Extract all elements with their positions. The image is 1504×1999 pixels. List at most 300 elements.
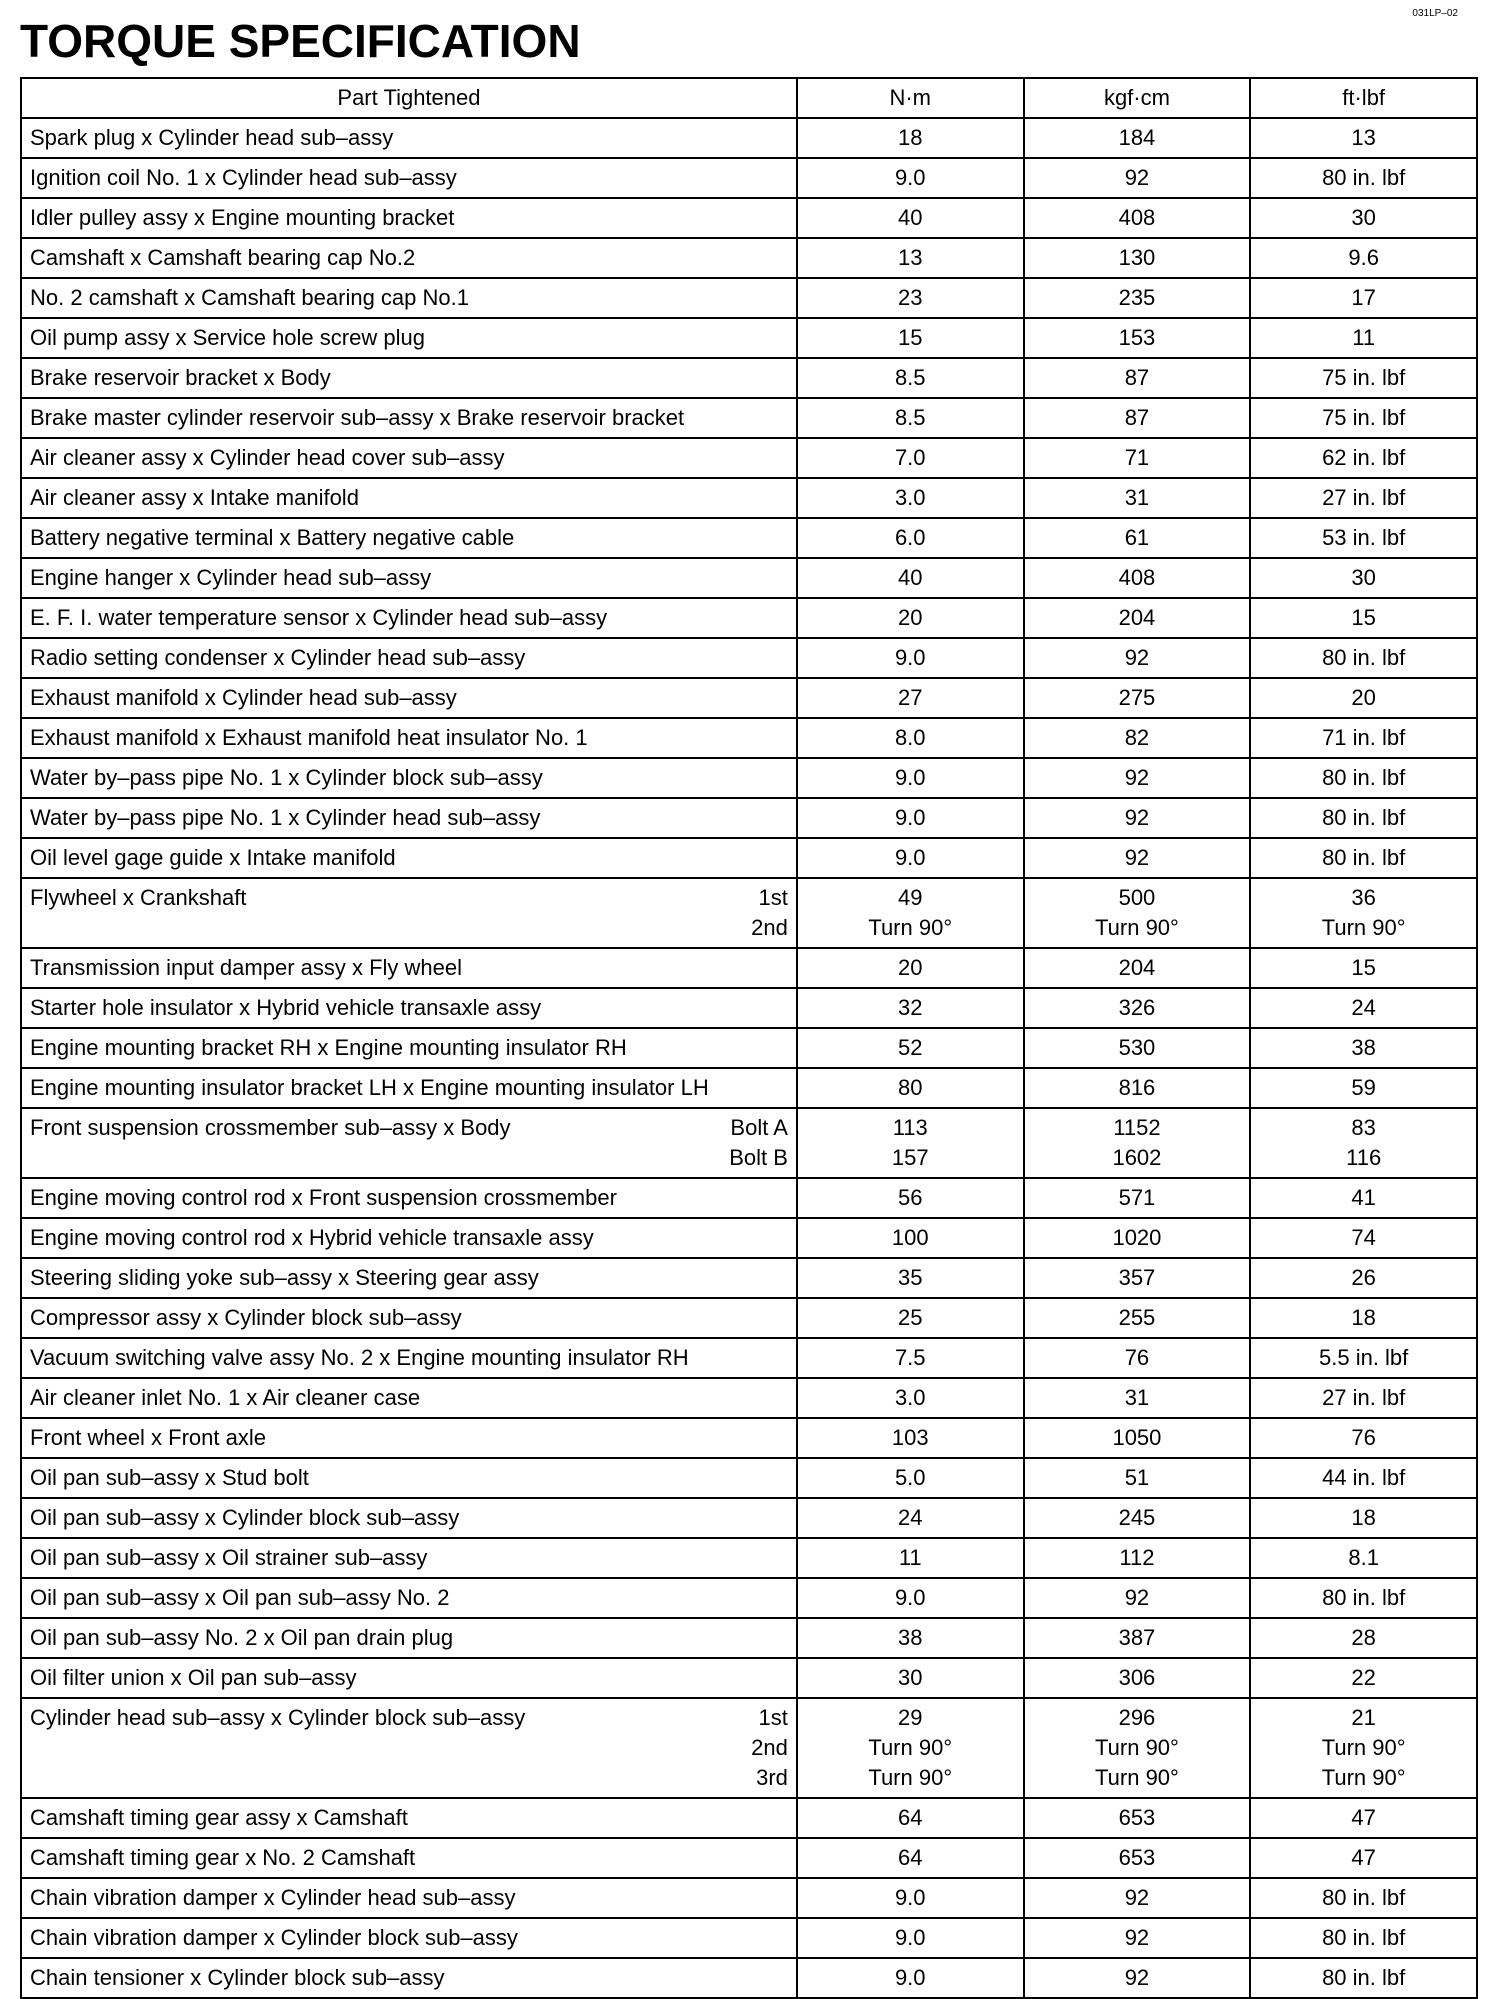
part-name: Chain tensioner x Cylinder block sub–assy xyxy=(30,1965,445,1990)
kgfcm-value: 92 xyxy=(1124,805,1150,830)
header-kgfcm: kgf·cm xyxy=(1024,78,1251,118)
part-cell xyxy=(21,1618,797,1658)
kgfcm-cell xyxy=(1024,1378,1251,1418)
kgfcm-cell xyxy=(1024,948,1251,988)
ftlbf-cell xyxy=(1250,238,1477,278)
part-name: Exhaust manifold x Cylinder head sub–assy xyxy=(30,685,457,710)
nm-value: 23 xyxy=(897,285,923,310)
part-cell xyxy=(21,1498,797,1538)
nm-cell xyxy=(797,1878,1024,1918)
part-cell xyxy=(21,1458,797,1498)
part-cell xyxy=(21,718,797,758)
header-ftlbf: ft·lbf xyxy=(1250,78,1477,118)
ftlbf-value: 20 xyxy=(1351,685,1376,710)
ftlbf-cell xyxy=(1250,398,1477,438)
part-cell xyxy=(21,988,797,1028)
nm-cell xyxy=(797,838,1024,878)
document-code: 031LP–02 xyxy=(1412,8,1458,19)
part-cell xyxy=(21,1418,797,1458)
nm-value: 13 xyxy=(897,245,923,270)
part-name: Steering sliding yoke sub–assy x Steering gear assy xyxy=(30,1265,539,1290)
part-name: Oil pan sub–assy x Oil pan sub–assy No. 2 xyxy=(30,1585,450,1610)
part-cell xyxy=(21,478,797,518)
ftlbf-cell xyxy=(1250,318,1477,358)
part-cell-content xyxy=(30,1883,788,1913)
part-name: Engine mounting bracket RH x Engine mounting insulator RH xyxy=(30,1035,627,1060)
nm-cell xyxy=(797,438,1024,478)
kgfcm-cell xyxy=(1024,198,1251,238)
kgfcm-cell xyxy=(1024,598,1251,638)
table-row xyxy=(21,318,1477,358)
part-name: Camshaft timing gear x No. 2 Camshaft xyxy=(30,1845,416,1870)
part-cell-content xyxy=(30,1583,788,1613)
nm-cell xyxy=(797,398,1024,438)
kgfcm-value: 326 xyxy=(1118,995,1156,1020)
kgfcm-value: 408 xyxy=(1118,565,1156,590)
ftlbf-cell xyxy=(1250,1798,1477,1838)
kgfcm-value: 130 xyxy=(1118,245,1156,270)
ftlbf-value: 44 in. lbf xyxy=(1322,1465,1406,1490)
step-label: Bolt B xyxy=(729,1145,788,1170)
nm-value: 80 xyxy=(897,1075,923,1100)
ftlbf-value: 71 in. lbf xyxy=(1322,725,1406,750)
table-row xyxy=(21,1498,1477,1538)
kgfcm-cell xyxy=(1024,798,1251,838)
kgfcm-cell xyxy=(1024,1878,1251,1918)
ftlbf-value: 80 in. lbf xyxy=(1322,1585,1406,1610)
ftlbf-value: 47 xyxy=(1351,1845,1376,1870)
kgfcm-cell xyxy=(1024,1498,1251,1538)
part-name: Oil filter union x Oil pan sub–assy xyxy=(30,1665,357,1690)
kgfcm-value: 204 xyxy=(1118,605,1156,630)
nm-value: 11 xyxy=(898,1545,922,1570)
ftlbf-value: 17 xyxy=(1351,285,1376,310)
ftlbf-value: 80 in. lbf xyxy=(1322,165,1406,190)
ftlbf-value: 75 in. lbf xyxy=(1322,365,1406,390)
part-name: Oil pan sub–assy x Stud bolt xyxy=(30,1465,309,1490)
nm-value: 113 xyxy=(892,1115,928,1140)
nm-value: 18 xyxy=(897,125,923,150)
header-part: Part Tightened xyxy=(21,78,797,118)
nm-cell xyxy=(797,1068,1024,1108)
table-row xyxy=(21,1958,1477,1998)
nm-value: Turn 90° xyxy=(868,915,953,940)
part-cell-content xyxy=(30,1963,788,1993)
nm-cell xyxy=(797,1838,1024,1878)
table-row xyxy=(21,1878,1477,1918)
part-cell xyxy=(21,1878,797,1918)
nm-value: 40 xyxy=(897,565,923,590)
ftlbf-value: 80 in. lbf xyxy=(1322,1885,1406,1910)
table-row xyxy=(21,1798,1477,1838)
part-name: Oil pan sub–assy No. 2 x Oil pan drain plug xyxy=(30,1625,454,1650)
nm-value: 9.0 xyxy=(894,1885,926,1910)
part-cell xyxy=(21,358,797,398)
kgfcm-cell xyxy=(1024,358,1251,398)
ftlbf-cell xyxy=(1250,1298,1477,1338)
ftlbf-value: 36 xyxy=(1351,885,1376,910)
nm-cell xyxy=(797,478,1024,518)
part-cell xyxy=(21,1298,797,1338)
part-cell xyxy=(21,1958,797,1998)
table-row xyxy=(21,948,1477,988)
part-cell xyxy=(21,1578,797,1618)
step-labels xyxy=(751,883,788,943)
kgfcm-cell xyxy=(1024,478,1251,518)
nm-cell xyxy=(797,558,1024,598)
kgfcm-cell xyxy=(1024,1458,1251,1498)
ftlbf-cell xyxy=(1250,1658,1477,1698)
part-name: Air cleaner inlet No. 1 x Air cleaner case xyxy=(30,1385,421,1410)
nm-cell xyxy=(797,1298,1024,1338)
table-row xyxy=(21,838,1477,878)
nm-value: 38 xyxy=(897,1625,923,1650)
nm-value: 9.0 xyxy=(894,1965,926,1990)
part-name: Exhaust manifold x Exhaust manifold heat insulator No. 1 xyxy=(30,725,588,750)
kgfcm-cell xyxy=(1024,1028,1251,1068)
table-row xyxy=(21,1618,1477,1658)
kgfcm-value: 87 xyxy=(1124,405,1150,430)
part-cell xyxy=(21,238,797,278)
torque-spec-table xyxy=(20,77,1478,1999)
table-row xyxy=(21,358,1477,398)
part-cell xyxy=(21,1538,797,1578)
table-row xyxy=(21,518,1477,558)
part-cell xyxy=(21,1798,797,1838)
nm-value: 9.0 xyxy=(894,165,926,190)
nm-value: 9.0 xyxy=(894,765,926,790)
kgfcm-cell xyxy=(1024,1258,1251,1298)
kgfcm-value: 306 xyxy=(1118,1665,1156,1690)
ftlbf-cell xyxy=(1250,478,1477,518)
part-cell xyxy=(21,198,797,238)
ftlbf-cell xyxy=(1250,758,1477,798)
part-cell xyxy=(21,1068,797,1108)
ftlbf-value: 15 xyxy=(1351,605,1376,630)
part-cell xyxy=(21,838,797,878)
ftlbf-cell xyxy=(1250,438,1477,478)
part-name: Ignition coil No. 1 x Cylinder head sub–assy xyxy=(30,165,457,190)
ftlbf-value: Turn 90° xyxy=(1321,915,1406,940)
kgfcm-cell xyxy=(1024,518,1251,558)
table-row xyxy=(21,1698,1477,1798)
table-row xyxy=(21,638,1477,678)
kgfcm-value: 92 xyxy=(1124,845,1150,870)
kgfcm-cell xyxy=(1024,1108,1251,1178)
kgfcm-value: 816 xyxy=(1118,1075,1156,1100)
nm-value: 32 xyxy=(897,995,923,1020)
ftlbf-value: 28 xyxy=(1351,1625,1376,1650)
ftlbf-value: 21 xyxy=(1351,1705,1376,1730)
nm-value: 64 xyxy=(897,1845,923,1870)
part-name: Oil pan sub–assy x Cylinder block sub–assy xyxy=(30,1505,460,1530)
kgfcm-cell xyxy=(1024,438,1251,478)
nm-cell xyxy=(797,158,1024,198)
ftlbf-cell xyxy=(1250,798,1477,838)
ftlbf-cell xyxy=(1250,1258,1477,1298)
kgfcm-cell xyxy=(1024,1698,1251,1798)
ftlbf-value: 41 xyxy=(1351,1185,1376,1210)
table-row xyxy=(21,1108,1477,1178)
part-name: Spark plug x Cylinder head sub–assy xyxy=(30,125,394,150)
part-cell xyxy=(21,118,797,158)
ftlbf-cell xyxy=(1250,1618,1477,1658)
ftlbf-cell xyxy=(1250,1458,1477,1498)
kgfcm-value: 1020 xyxy=(1112,1225,1162,1250)
part-cell-content xyxy=(30,1663,788,1693)
nm-value: Turn 90° xyxy=(868,1735,953,1760)
ftlbf-value: 8.1 xyxy=(1348,1545,1379,1570)
nm-cell xyxy=(797,1918,1024,1958)
nm-cell xyxy=(797,1578,1024,1618)
kgfcm-value: 92 xyxy=(1124,1585,1150,1610)
part-cell-content xyxy=(30,163,788,193)
part-name: Engine moving control rod x Hybrid vehicle transaxle assy xyxy=(30,1225,594,1250)
part-cell xyxy=(21,558,797,598)
ftlbf-value: 11 xyxy=(1352,325,1376,350)
table-row xyxy=(21,798,1477,838)
ftlbf-value: 38 xyxy=(1351,1035,1376,1060)
kgfcm-cell xyxy=(1024,1178,1251,1218)
ftlbf-value: 75 in. lbf xyxy=(1322,405,1406,430)
part-cell-content xyxy=(30,1423,788,1453)
ftlbf-value: 24 xyxy=(1351,995,1376,1020)
part-cell-content xyxy=(30,1033,788,1063)
ftlbf-cell xyxy=(1250,1578,1477,1618)
kgfcm-value: 153 xyxy=(1118,325,1156,350)
nm-value: 52 xyxy=(897,1035,923,1060)
table-row xyxy=(21,238,1477,278)
part-name: Camshaft timing gear assy x Camshaft xyxy=(30,1805,408,1830)
ftlbf-value: 15 xyxy=(1351,955,1376,980)
ftlbf-value: 18 xyxy=(1351,1305,1376,1330)
kgfcm-cell xyxy=(1024,1538,1251,1578)
kgfcm-value: 296 xyxy=(1118,1705,1156,1730)
table-row xyxy=(21,598,1477,638)
table-row xyxy=(21,478,1477,518)
ftlbf-cell xyxy=(1250,1838,1477,1878)
part-name: Engine hanger x Cylinder head sub–assy xyxy=(30,565,432,590)
kgfcm-cell xyxy=(1024,718,1251,758)
table-row xyxy=(21,1838,1477,1878)
part-name: Air cleaner assy x Intake manifold xyxy=(30,485,359,510)
nm-value: 9.0 xyxy=(894,1585,926,1610)
nm-cell xyxy=(797,358,1024,398)
table-row xyxy=(21,678,1477,718)
part-name: Chain vibration damper x Cylinder block sub–assy xyxy=(30,1925,518,1950)
part-cell-content xyxy=(30,763,788,793)
part-cell xyxy=(21,1258,797,1298)
nm-cell xyxy=(797,718,1024,758)
nm-value: 3.0 xyxy=(894,1385,926,1410)
nm-cell xyxy=(797,878,1024,948)
kgfcm-value: 92 xyxy=(1124,1885,1150,1910)
nm-value: 100 xyxy=(891,1225,929,1250)
ftlbf-cell xyxy=(1250,638,1477,678)
nm-cell xyxy=(797,198,1024,238)
part-cell-content xyxy=(30,1383,788,1413)
kgfcm-value: 92 xyxy=(1124,1965,1150,1990)
table-row xyxy=(21,1378,1477,1418)
part-cell-content xyxy=(30,1073,788,1103)
part-cell-content xyxy=(30,1803,788,1833)
part-name: Front suspension crossmember sub–assy x Body xyxy=(30,1115,511,1140)
part-cell-content xyxy=(30,403,788,433)
nm-cell xyxy=(797,1798,1024,1838)
nm-cell xyxy=(797,318,1024,358)
ftlbf-cell xyxy=(1250,878,1477,948)
part-name: Oil pan sub–assy x Oil strainer sub–assy xyxy=(30,1545,428,1570)
kgfcm-value: 92 xyxy=(1124,765,1150,790)
ftlbf-value: 27 in. lbf xyxy=(1322,1385,1406,1410)
nm-cell xyxy=(797,1458,1024,1498)
ftlbf-cell xyxy=(1250,1538,1477,1578)
kgfcm-cell xyxy=(1024,1838,1251,1878)
step-label: 1st xyxy=(758,885,788,910)
ftlbf-value: 74 xyxy=(1351,1225,1376,1250)
ftlbf-cell xyxy=(1250,1698,1477,1798)
part-cell-content xyxy=(30,1343,788,1373)
ftlbf-cell xyxy=(1250,678,1477,718)
nm-cell xyxy=(797,598,1024,638)
ftlbf-cell xyxy=(1250,948,1477,988)
part-cell-content xyxy=(30,1623,788,1653)
kgfcm-cell xyxy=(1024,1338,1251,1378)
ftlbf-cell xyxy=(1250,358,1477,398)
kgfcm-cell xyxy=(1024,838,1251,878)
nm-value: 64 xyxy=(897,1805,923,1830)
ftlbf-cell xyxy=(1250,198,1477,238)
part-cell-content xyxy=(30,993,788,1023)
table-row xyxy=(21,1178,1477,1218)
kgfcm-cell xyxy=(1024,988,1251,1028)
nm-cell xyxy=(797,118,1024,158)
kgfcm-cell xyxy=(1024,878,1251,948)
kgfcm-cell xyxy=(1024,238,1251,278)
part-cell xyxy=(21,318,797,358)
part-cell xyxy=(21,1698,797,1798)
kgfcm-cell xyxy=(1024,758,1251,798)
nm-cell xyxy=(797,1658,1024,1698)
ftlbf-cell xyxy=(1250,518,1477,558)
ftlbf-cell xyxy=(1250,118,1477,158)
part-cell xyxy=(21,598,797,638)
ftlbf-cell xyxy=(1250,1378,1477,1418)
nm-cell xyxy=(797,988,1024,1028)
part-cell-content xyxy=(30,123,788,153)
nm-value: 9.0 xyxy=(894,645,926,670)
part-cell xyxy=(21,948,797,988)
table-row xyxy=(21,1458,1477,1498)
step-labels xyxy=(729,1113,788,1173)
nm-value: 40 xyxy=(897,205,923,230)
table-row xyxy=(21,1338,1477,1378)
ftlbf-value: 13 xyxy=(1351,125,1376,150)
table-row xyxy=(21,718,1477,758)
part-cell xyxy=(21,878,797,948)
ftlbf-cell xyxy=(1250,718,1477,758)
kgfcm-value: 653 xyxy=(1118,1805,1156,1830)
nm-value: 8.0 xyxy=(894,725,926,750)
ftlbf-value: 59 xyxy=(1351,1075,1376,1100)
part-name: Brake reservoir bracket x Body xyxy=(30,365,331,390)
ftlbf-value: 80 in. lbf xyxy=(1322,645,1406,670)
nm-value: 24 xyxy=(897,1505,923,1530)
kgfcm-value: 1152 xyxy=(1113,1115,1161,1140)
ftlbf-value: 83 xyxy=(1351,1115,1376,1140)
ftlbf-value: 18 xyxy=(1351,1505,1376,1530)
kgfcm-value: 31 xyxy=(1124,485,1150,510)
part-cell-content xyxy=(30,443,788,473)
kgfcm-cell xyxy=(1024,558,1251,598)
part-name: Camshaft x Camshaft bearing cap No.2 xyxy=(30,245,416,270)
part-name: Engine moving control rod x Front suspension crossmember xyxy=(30,1185,617,1210)
kgfcm-cell xyxy=(1024,1218,1251,1258)
part-name: Flywheel x Crankshaft xyxy=(30,885,247,910)
table-row xyxy=(21,1578,1477,1618)
part-cell xyxy=(21,798,797,838)
part-cell-content xyxy=(30,723,788,753)
part-cell xyxy=(21,1028,797,1068)
part-cell xyxy=(21,638,797,678)
table-body xyxy=(21,118,1477,1998)
nm-value: 8.5 xyxy=(894,405,926,430)
part-cell-content xyxy=(30,523,788,553)
kgfcm-value: 275 xyxy=(1118,685,1156,710)
nm-cell xyxy=(797,1338,1024,1378)
table-row xyxy=(21,1538,1477,1578)
kgfcm-cell xyxy=(1024,1068,1251,1108)
nm-value: 7.0 xyxy=(894,445,926,470)
kgfcm-cell xyxy=(1024,118,1251,158)
nm-value: 9.0 xyxy=(894,1925,926,1950)
kgfcm-cell xyxy=(1024,1958,1251,1998)
kgfcm-cell xyxy=(1024,1418,1251,1458)
part-cell-content xyxy=(30,283,788,313)
kgfcm-value: 87 xyxy=(1124,365,1150,390)
ftlbf-value: 9.6 xyxy=(1348,245,1379,270)
nm-value: 27 xyxy=(897,685,923,710)
nm-value: 30 xyxy=(897,1665,923,1690)
ftlbf-cell xyxy=(1250,1418,1477,1458)
part-name: Cylinder head sub–assy x Cylinder block sub–assy xyxy=(30,1705,526,1730)
kgfcm-value: 51 xyxy=(1124,1465,1150,1490)
part-cell-content xyxy=(30,1303,788,1333)
kgfcm-value: 76 xyxy=(1124,1345,1150,1370)
nm-cell xyxy=(797,798,1024,838)
nm-value: Turn 90° xyxy=(868,1765,953,1790)
nm-value: 49 xyxy=(897,885,923,910)
table-row xyxy=(21,278,1477,318)
kgfcm-value: Turn 90° xyxy=(1095,915,1179,940)
nm-value: 7.5 xyxy=(894,1345,926,1370)
table-row xyxy=(21,398,1477,438)
part-name: No. 2 camshaft x Camshaft bearing cap No.1 xyxy=(30,285,469,310)
kgfcm-value: 61 xyxy=(1124,525,1150,550)
ftlbf-cell xyxy=(1250,1178,1477,1218)
kgfcm-value: 653 xyxy=(1118,1845,1156,1870)
kgfcm-cell xyxy=(1024,1798,1251,1838)
kgfcm-cell xyxy=(1024,1658,1251,1698)
ftlbf-cell xyxy=(1250,558,1477,598)
nm-cell xyxy=(797,1538,1024,1578)
ftlbf-cell xyxy=(1250,158,1477,198)
ftlbf-cell xyxy=(1250,988,1477,1028)
part-name: Oil level gage guide x Intake manifold xyxy=(30,845,396,870)
part-name: Transmission input damper assy x Fly wheel xyxy=(30,955,463,980)
part-cell xyxy=(21,438,797,478)
part-name: Battery negative terminal x Battery negative cable xyxy=(30,525,515,550)
